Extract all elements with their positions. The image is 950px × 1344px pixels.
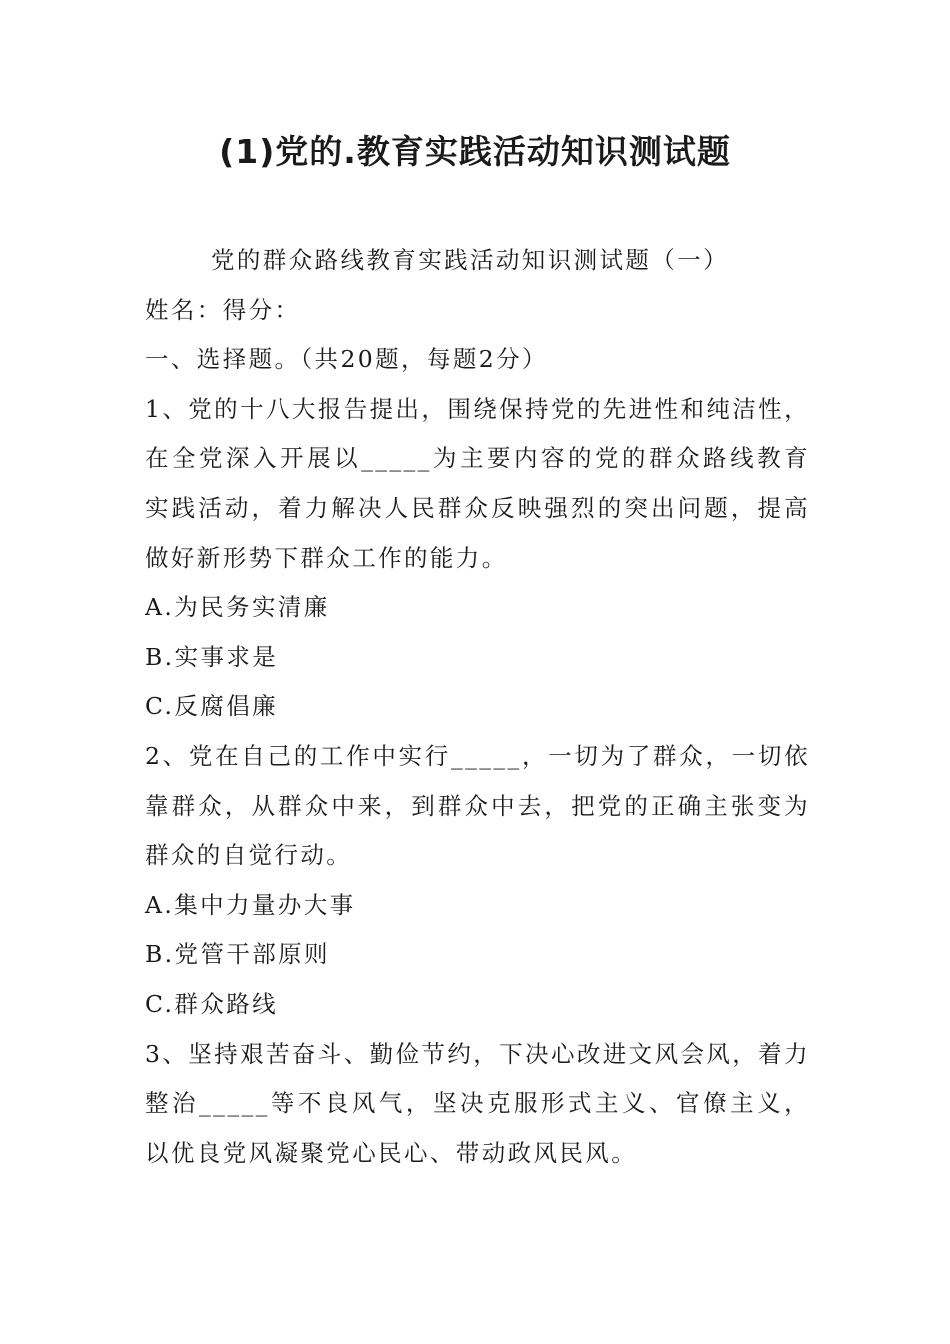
document-body [145, 236, 810, 1178]
question-option: C.反腐倡廉 [145, 692, 279, 721]
name-score-line: 姓名：得分： [145, 295, 301, 324]
question-option: A.集中力量办大事 [145, 890, 356, 919]
question-1 [145, 385, 810, 732]
question-option: B.实事求是 [145, 642, 279, 671]
question-option: A.为民务实清廉 [145, 593, 330, 622]
document-title: (1)党的.教育实践活动知识测试题 [219, 132, 731, 171]
question-option: B.党管干部原则 [145, 940, 330, 969]
question-2 [145, 732, 810, 1030]
section-heading: 一、选择题。（共20题，每题2分） [145, 345, 548, 374]
question-3 [145, 1030, 810, 1179]
question-option: C.群众路线 [145, 989, 279, 1018]
question-text: 3、坚持艰苦奋斗、勤俭节约，下决心改进文风会风，着力整治_____等不良风气，坚决克服形式主义、官僚主义，以优良党风凝聚党心民心、带动政风民风。 [145, 1039, 810, 1167]
quiz-subtitle: 党的群众路线教育实践活动知识测试题（一） [211, 246, 729, 274]
question-text: 2、党在自己的工作中实行_____，一切为了群众，一切依靠群众，从群众中来，到群众中去，把党的正确主张变为群众的自觉行动。 [145, 741, 810, 870]
question-text: 1、党的十八大报告提出，围绕保持党的先进性和纯洁性，在全党深入开展以_____为主要内容的党的群众路线教育实践活动，着力解决人民群众反映强烈的突出问题，提高做好新形势下群众工作的能力。 [145, 394, 810, 572]
